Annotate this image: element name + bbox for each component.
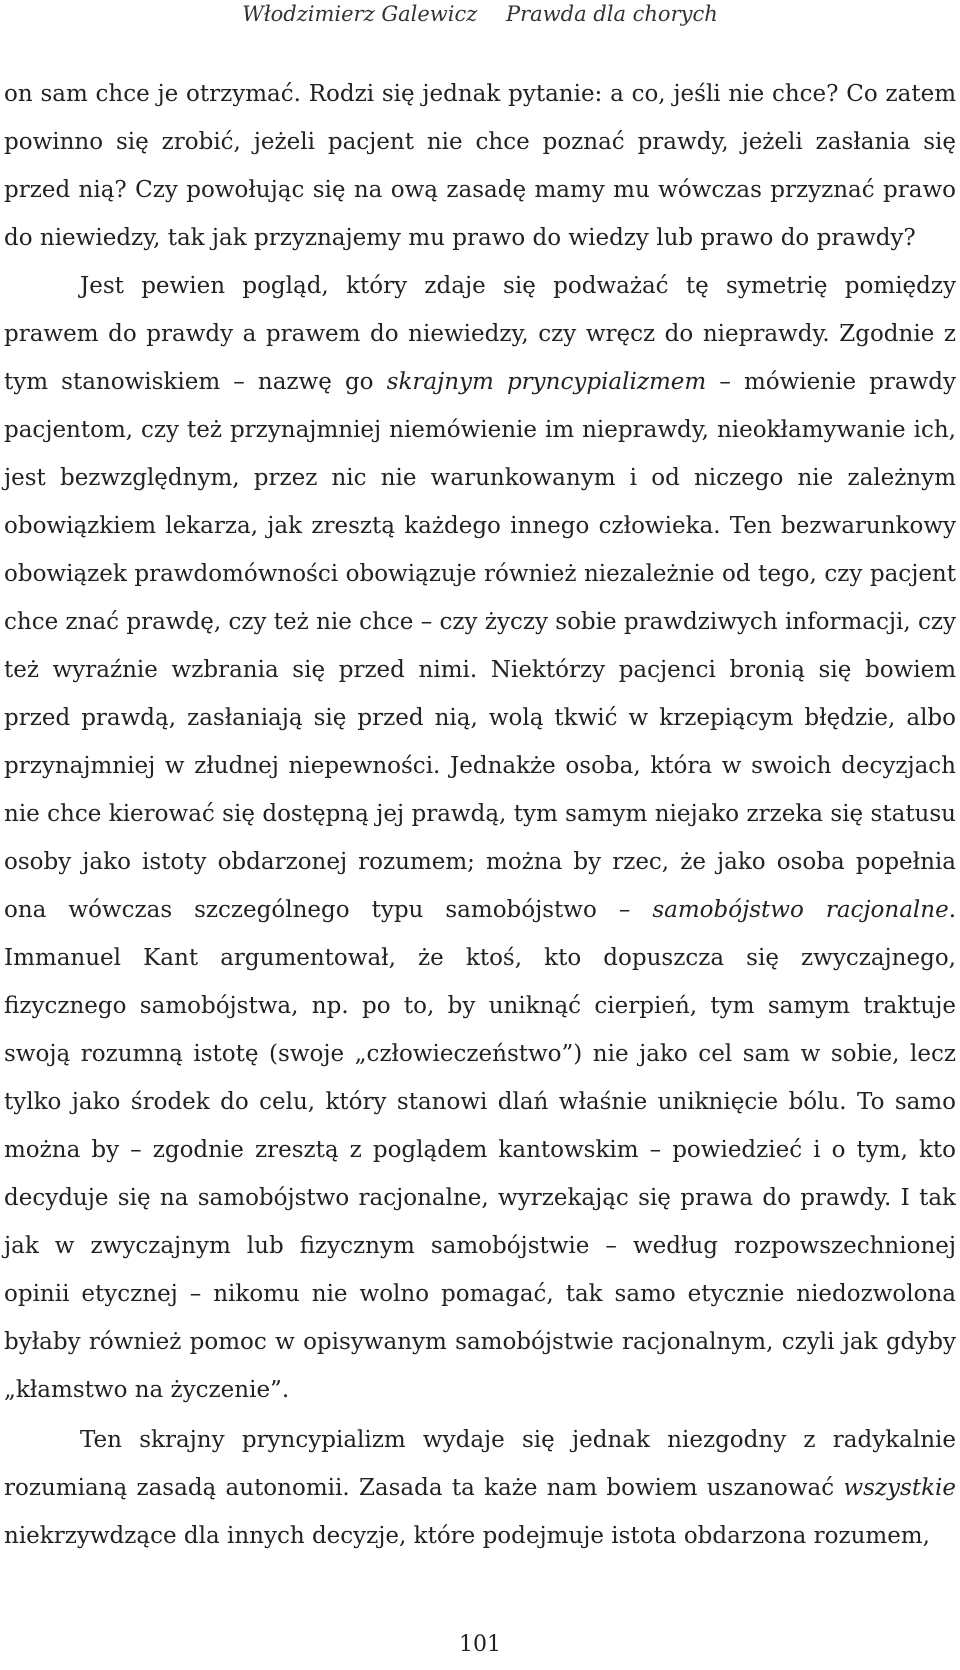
body-text — [4, 70, 956, 1560]
text-segment: niekrzywdzące dla innych decyzje, które podejmuje istota obdarzona rozumem, — [4, 1523, 930, 1549]
text-segment: on sam chce je otrzymać. Rodzi się jednak pytanie: a co, jeśli nie chce? Co zatem powinno się zrobić, jeżeli pacjent nie chce poznać prawdy, jeżeli zasłania się przed nią? Czy powołując się na ową zasadę mamy mu wówczas przyznać prawo do niewiedzy, tak jak przyznajemy mu prawo do wiedzy lub prawo do prawdy? — [4, 81, 956, 251]
text-segment: Ten skrajny pryncypializm wydaje się jednak niezgodny z radykalnie rozumianą zasadą autonomii. Zasada ta każe nam bowiem uszanować — [4, 1427, 956, 1501]
paragraph-autonomy — [4, 1416, 956, 1560]
emphasis-term: skrajnym pryncypializmem — [386, 369, 707, 395]
running-header — [0, 0, 960, 28]
page-number: 101 — [459, 1632, 501, 1657]
text-segment: Jest pewien pogląd, który zdaje się podważać tę symetrię pomiędzy prawem do prawdy a prawem do niewiedzy, czy wręcz do nieprawdy. Zgodnie z tym stanowiskiem – nazwę go — [4, 273, 956, 395]
paragraph-principialism — [4, 262, 956, 1414]
text-segment: – mówienie prawdy pacjentom, czy też przynajmniej niemówienie im nieprawdy, nieokłamywanie ich, jest bezwzględnym, przez nic nie warunkowanym i od niczego nie zależnym obowiązkiem lekarza, jak zresztą każdego innego człowieka. Ten bezwarunkowy obowiązek prawdomówności obowiązuje również niezależnie od tego, czy pacjent chce znać prawdę, czy też nie chce – czy życzy sobie prawdziwych informacji, czy też wyraźnie wzbrania się przed nimi. Niektórzy pacjenci bronią się bowiem przed prawdą, zasłaniają się przed nią, wolą tkwić w krzepiącym błędzie, albo przynajmniej w złudnej niepewności. Jednakże osoba, która w swoich decyzjach nie chce kierować się dostępną jej prawdą, tym samym niejako zrzeka się statusu osoby jako istoty obdarzonej rozumem; można by rzec, że jako osoba popełnia ona wówczas szczególnego typu samobójstwo – — [4, 369, 957, 923]
emphasis-term: samobójstwo racjonalne — [652, 897, 949, 923]
header-title: Prawda dla chorych — [505, 2, 718, 26]
header-author: Włodzimierz Galewicz — [242, 2, 478, 26]
text-segment: . Immanuel Kant argumentował, że ktoś, kto dopuszcza się zwyczajnego, fizycznego samobójstwa, np. po to, by uniknąć cierpień, tym samym traktuje swoją rozumną istotę (swoje „człowieczeństwo”) nie jako cel sam w sobie, lecz tylko jako środek do celu, który stanowi dlań właśnie uniknięcie bólu. To samo można by – zgodnie zresztą z poglądem kantowskim – powiedzieć i o tym, kto decyduje się na samobójstwo racjonalne, wyrzekając się prawa do prawdy. I tak jak w zwyczajnym lub fizycznym samobójstwie – według rozpowszechnionej opinii etycznej – nikomu nie wolno pomagać, tak samo etycznie niedozwolona byłaby również pomoc w opisywanym samobójstwie racjonalnym, czyli jak gdyby „kłamstwo na życzenie”. — [4, 897, 957, 1403]
emphasis-term: wszystkie — [843, 1475, 956, 1501]
paragraph-continued — [4, 70, 956, 262]
